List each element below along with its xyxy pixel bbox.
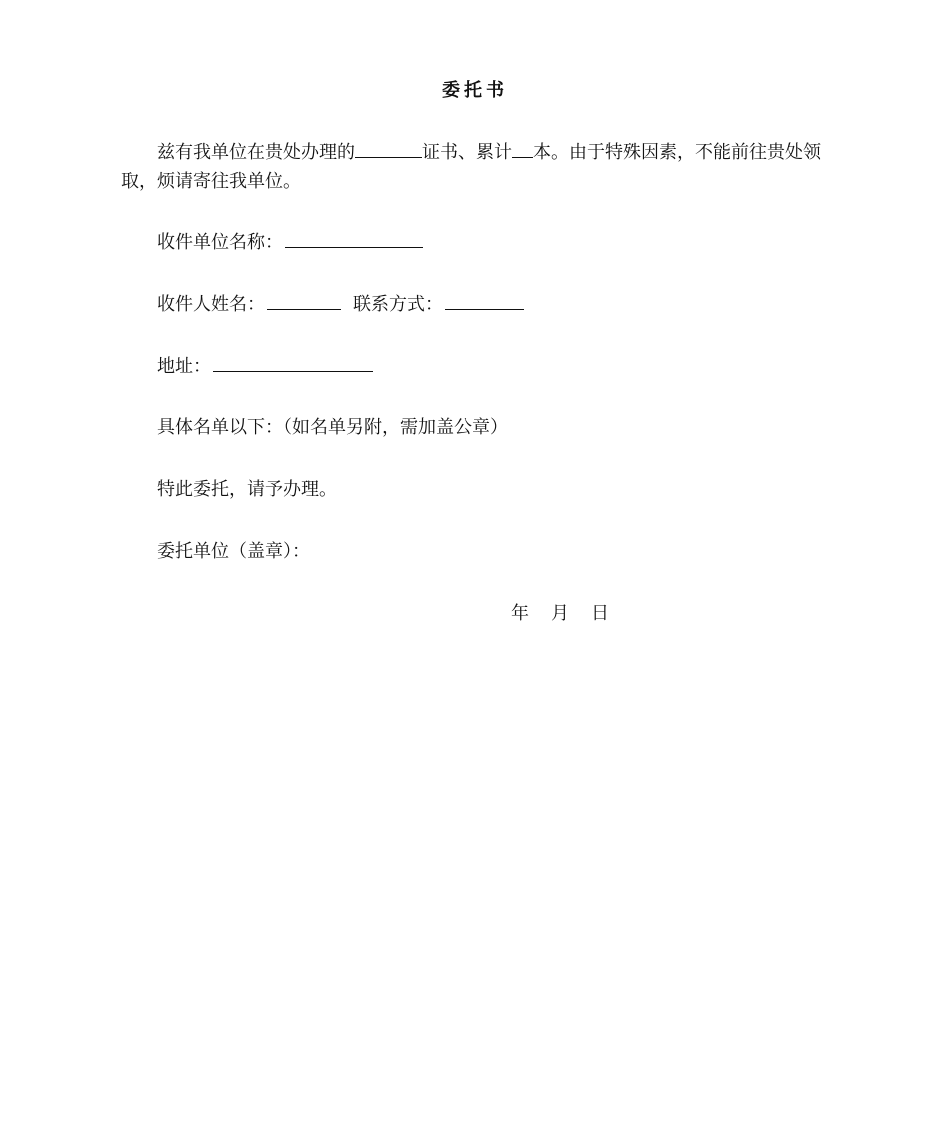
list-label: 具体名单以下：（如名单另附，需加盖公章） — [157, 417, 508, 438]
intro-text-part1: 兹有我单位在贵处办理的 — [157, 142, 355, 163]
date-line — [511, 601, 609, 627]
address-label: 地址： — [157, 356, 211, 377]
contact-label: 联系方式： — [353, 294, 443, 315]
date-year: 年 — [511, 603, 529, 624]
intro-text-part3: 本。由于特殊因素，不能前往贵处领取，烦请寄往我单位。 — [121, 142, 821, 192]
certificate-type-blank[interactable] — [355, 139, 422, 158]
date-month: 月 — [551, 603, 569, 624]
document-title: 委托书 — [442, 80, 508, 101]
recipient-unit-label: 收件单位名称： — [157, 232, 283, 253]
recipient-unit-line — [157, 229, 423, 256]
date-day: 日 — [591, 603, 609, 624]
intro-text-part2: 证书、累计 — [422, 142, 512, 163]
closing-text: 特此委托，请予办理。 — [157, 479, 337, 500]
recipient-name-label: 收件人姓名： — [157, 294, 265, 315]
quantity-blank[interactable] — [512, 139, 533, 158]
recipient-contact-line — [157, 291, 524, 318]
list-line — [157, 415, 508, 441]
closing-line — [157, 477, 337, 503]
recipient-name-blank[interactable] — [267, 291, 341, 310]
address-blank[interactable] — [213, 353, 373, 372]
signatory-label: 委托单位（盖章）： — [157, 541, 310, 562]
intro-paragraph — [121, 138, 833, 196]
recipient-unit-blank[interactable] — [285, 229, 423, 248]
signatory-line — [157, 539, 310, 565]
contact-blank[interactable] — [445, 291, 524, 310]
address-line — [157, 353, 373, 380]
